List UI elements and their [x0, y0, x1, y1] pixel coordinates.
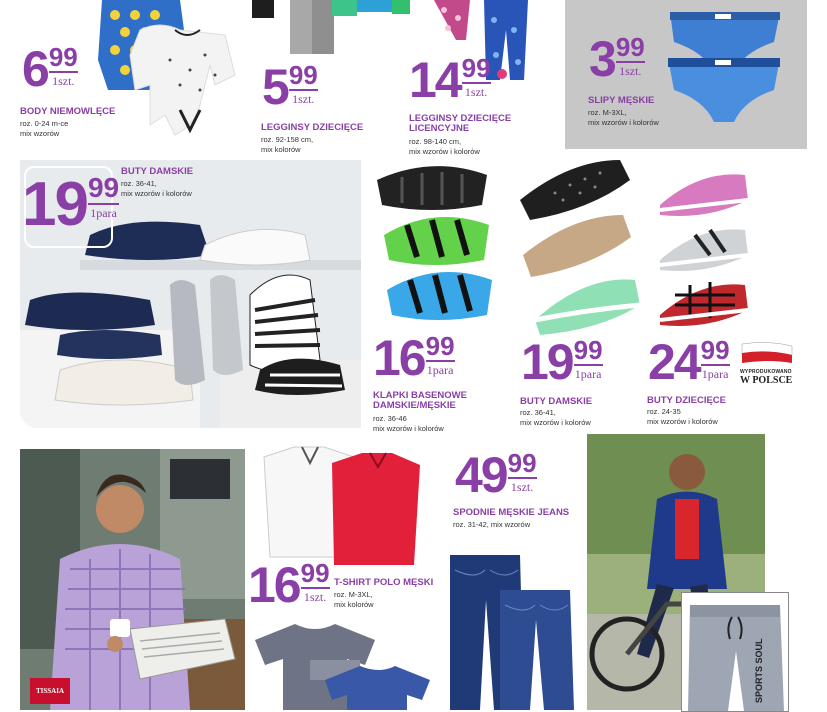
price-integer: 3 — [589, 31, 615, 87]
detail-line: mix wzorów i kolorów — [409, 147, 480, 157]
title-polo: T-SHIRT POLO MĘSKI — [334, 577, 434, 588]
kids-leggings-image — [252, 0, 412, 56]
detail-line: mix kolorów — [334, 600, 374, 610]
price-unit: 1szt. — [510, 480, 534, 494]
price-buty-dzieciece — [648, 334, 730, 390]
detail-line: roz. 36-41, — [520, 408, 556, 417]
price-cents: 99 — [425, 331, 455, 361]
price-cents: 99 — [300, 558, 330, 588]
details-buty-damskie-1 — [121, 179, 192, 199]
detail-line: roz. M-3XL, — [588, 108, 627, 117]
price-cents: 99 — [700, 335, 730, 365]
shorts-print-text: SPORTS SOUL — [754, 638, 764, 703]
price-slipy — [589, 31, 645, 87]
baby-body-image — [80, 0, 250, 140]
price-buty-damskie-2 — [521, 334, 603, 390]
detail-line: mix kolorów — [261, 145, 301, 155]
price-leggins-licence — [409, 52, 491, 108]
detail-line: mix wzorów i kolorów — [373, 424, 444, 434]
price-integer: 14 — [409, 52, 461, 108]
detail-line: roz. 0-24 m-ce — [20, 119, 69, 128]
price-integer: 6 — [22, 41, 48, 97]
price-cents: 99 — [87, 172, 120, 203]
details-buty-dzieciece — [647, 407, 718, 427]
title-line: KLAPKI BASENOWE — [373, 390, 467, 401]
details-polo — [334, 590, 374, 610]
mens-tshirts-image — [235, 620, 435, 710]
price-integer: 49 — [455, 447, 507, 503]
details-leggins-kids — [261, 135, 313, 155]
details-buty-damskie-2 — [520, 408, 591, 428]
details-klapki — [373, 414, 444, 434]
pool-slides-image — [372, 165, 497, 327]
price-integer: 19 — [521, 334, 573, 390]
detail-line: roz. M-3XL, — [334, 590, 373, 599]
price-integer: 16 — [248, 557, 300, 613]
detail-line: mix wzorów i kolorów — [121, 189, 192, 199]
title-buty-dzieciece: BUTY DZIECIĘCE — [647, 395, 727, 406]
detail-line: roz. 36-41, — [121, 179, 157, 188]
man-with-newspaper-photo — [20, 449, 245, 710]
detail-line: roz. 92-158 cm, — [261, 135, 314, 144]
details-slipy — [588, 108, 659, 128]
price-cents: 99 — [461, 53, 491, 83]
mens-jeans-image — [445, 550, 575, 710]
price-cents: 99 — [573, 335, 603, 365]
title-leggins-licence — [409, 114, 511, 134]
price-jeans — [455, 447, 537, 503]
title-line: LICENCYJNE — [409, 122, 470, 134]
price-integer: 24 — [648, 334, 700, 390]
title-body: BODY NIEMOWLĘCE — [20, 106, 116, 117]
detail-line: mix wzorów i kolorów — [647, 417, 718, 427]
detail-line: roz. 24-35 — [647, 407, 681, 416]
price-unit: 1szt. — [303, 590, 327, 604]
poland-flag-icon — [740, 342, 794, 364]
title-buty-damskie-1: BUTY DAMSKIE — [121, 166, 194, 177]
price-unit: 1para — [426, 363, 454, 377]
detail-line: roz. 36-46 — [373, 414, 407, 423]
price-leggins-kids — [262, 59, 318, 115]
price-cents: 99 — [507, 448, 537, 478]
title-klapki — [373, 391, 467, 411]
title-buty-damskie-2: BUTY DAMSKIE — [520, 396, 593, 407]
kids-shoes-image — [655, 170, 750, 330]
price-cents: 99 — [288, 60, 318, 90]
detail-line: roz. 98-140 cm, — [409, 137, 462, 146]
price-buty-damskie-1 — [22, 170, 120, 239]
title-line: DAMSKIE/MĘSKIE — [373, 399, 456, 411]
title-leggins-kids: LEGGINSY DZIECIĘCE — [261, 122, 364, 133]
price-unit: 1para — [701, 367, 729, 381]
detail-line: roz. 31-42, mix wzorów — [453, 520, 531, 529]
price-polo — [248, 557, 330, 613]
detail-line: mix wzorów i kolorów — [520, 418, 591, 428]
made-in-poland-badge — [740, 342, 796, 386]
price-unit: 1szt. — [619, 64, 642, 78]
womens-slipon-shoes-image — [515, 155, 640, 335]
price-integer: 16 — [373, 330, 425, 386]
detail-line: mix wzorów i kolorów — [588, 118, 659, 128]
badge-line-1: WYPRODUKOWANO — [740, 369, 792, 375]
price-unit: 1szt. — [52, 74, 75, 88]
details-body — [20, 119, 68, 139]
price-unit: 1szt. — [464, 85, 488, 99]
title-jeans: SPODNIE MĘSKIE JEANS — [453, 507, 570, 518]
title-line: LEGGINSY DZIECIĘCE — [409, 113, 512, 124]
detail-line: mix wzorów — [20, 129, 60, 139]
price-unit: 1szt. — [292, 92, 315, 106]
brand-logo: TISSAIA — [30, 678, 70, 704]
price-body — [22, 41, 78, 97]
price-integer: 5 — [262, 59, 288, 115]
price-unit: 1para — [574, 367, 602, 381]
price-cents: 99 — [48, 42, 78, 72]
details-jeans — [453, 520, 530, 530]
details-leggins-licence — [409, 137, 480, 157]
price-klapki — [373, 330, 455, 386]
price-integer: 19 — [22, 170, 87, 239]
price-cents: 99 — [615, 32, 645, 62]
shorts-inset — [681, 592, 789, 712]
mens-briefs-image — [660, 8, 790, 128]
polo-shirts-image — [262, 445, 422, 565]
price-unit: 1para — [90, 206, 117, 220]
badge-line-2: W POLSCE — [740, 375, 793, 386]
title-slipy: SLIPY MĘSKIE — [588, 95, 655, 106]
